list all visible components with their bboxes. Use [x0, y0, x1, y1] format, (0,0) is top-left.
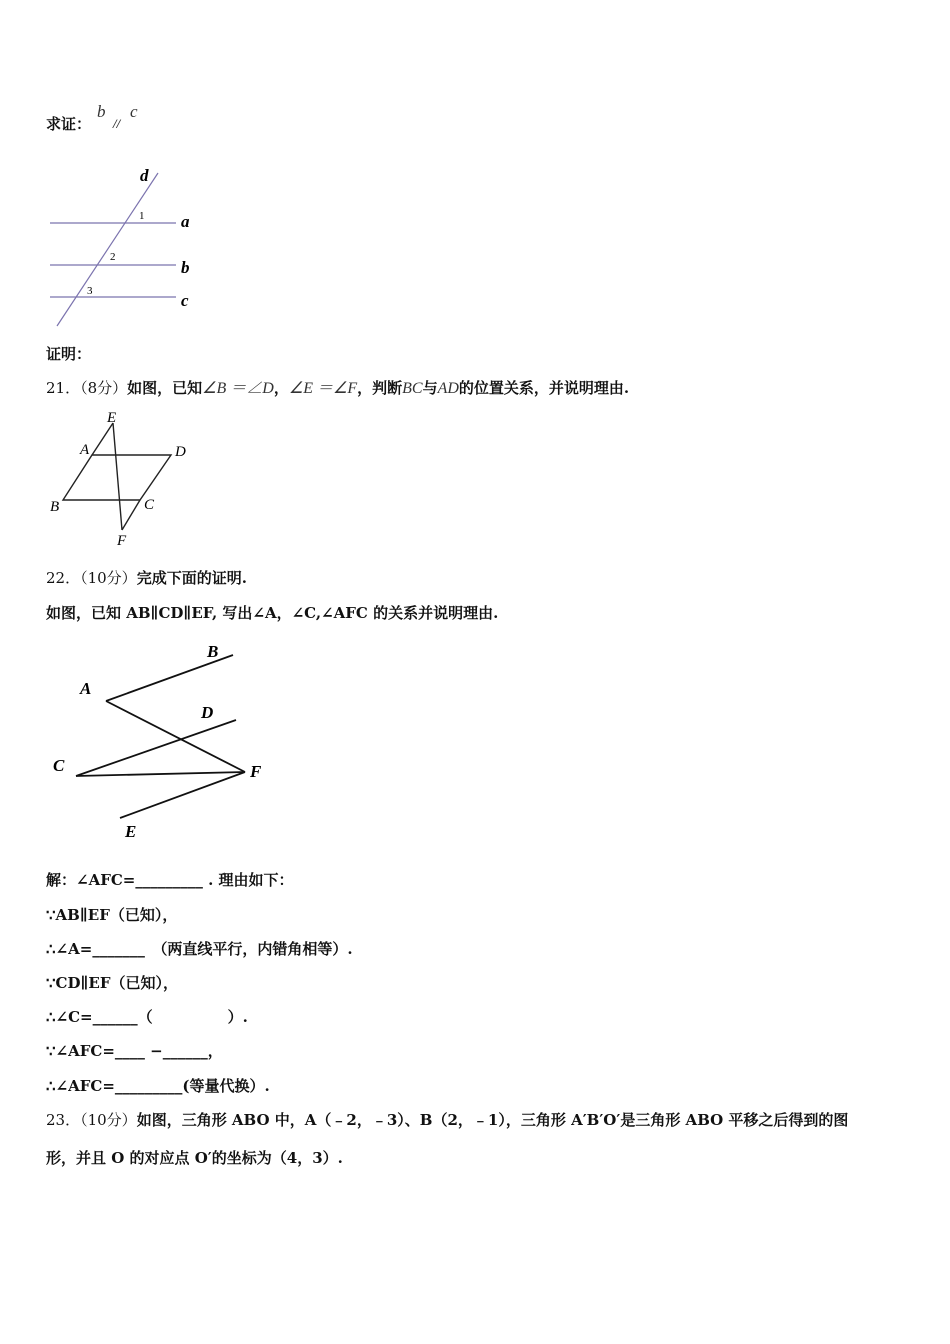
prove-c: c	[130, 102, 138, 121]
q21-text-1: 如图，已知	[127, 379, 203, 397]
prove-label: 求证：	[46, 115, 92, 133]
q21-number: 21．（8分）	[46, 379, 128, 397]
q22-statement: 如图，已知 AB∥CD∥EF, 写出∠A，∠C,∠AFC 的关系并说明理由.	[46, 604, 499, 622]
q21-text-2: ，	[273, 379, 289, 397]
q21-math-1: ∠B ＝∠D	[202, 380, 274, 397]
prove-parallel: //	[113, 116, 121, 131]
label-E: E	[125, 822, 137, 841]
label-D: D	[175, 444, 186, 460]
segment-ab	[106, 655, 233, 701]
q21-text-4: 与	[422, 379, 438, 397]
label-c: c	[181, 291, 189, 310]
angle-label-2: 2	[110, 251, 116, 263]
q22-number: 22．（10分）	[46, 569, 137, 587]
proof-label: 证明：	[46, 345, 92, 363]
q22-line-7: ∴∠AFC=_________(等量代换）.	[46, 1077, 270, 1095]
q22-title: 完成下面的证明.	[136, 569, 247, 587]
q22-line-3: ∴∠A=_______ （两直线平行，内错角相等）.	[46, 940, 353, 958]
q23-number: 23．（10分）	[46, 1111, 137, 1129]
label-E: E	[107, 410, 117, 426]
label-d: d	[140, 166, 149, 185]
q22-line-1: 解：∠AFC=_________ . 理由如下：	[46, 871, 294, 889]
q21-text-5: 的位置关系，并说明理由.	[458, 379, 630, 397]
label-b: b	[181, 258, 190, 277]
q22-line-2: ∵AB∥EF（已知），	[46, 906, 178, 924]
segment-ef	[120, 772, 245, 818]
q21-math-3: BC	[402, 380, 423, 397]
q21-math-2: ∠E ＝∠F	[288, 380, 358, 397]
angle-label-3: 3	[87, 285, 93, 297]
segment-cd	[76, 720, 236, 776]
segment-cf	[76, 772, 245, 776]
q22-line-6: ∵∠AFC=____ −______，	[46, 1042, 223, 1060]
q21-math-4: AD	[437, 380, 459, 397]
segment-af	[106, 701, 245, 772]
label-C: C	[53, 756, 65, 775]
label-B: B	[50, 499, 60, 515]
label-A: A	[80, 442, 90, 458]
prove-b: b	[97, 102, 106, 121]
label-D: D	[201, 703, 214, 722]
q22-line-5: ∴∠C=______（ ）.	[46, 1008, 248, 1026]
label-a: a	[181, 212, 190, 231]
label-C: C	[144, 497, 155, 513]
q23-text-1: 如图，三角形 ABO 中，A（﹣2，﹣3）、B（2，﹣1），三角形 A′B′O′是三角形 ABO 平移之后得到的图	[136, 1111, 849, 1129]
label-A: A	[80, 679, 92, 698]
q23-line-2: 形，并且 O 的对应点 O′的坐标为（4，3）.	[46, 1149, 343, 1167]
label-B: B	[207, 642, 219, 661]
label-F: F	[117, 533, 127, 549]
q21-text-3: ，判断	[357, 379, 403, 397]
q22-line-4: ∵CD∥EF（已知），	[46, 974, 179, 992]
q23-line-1	[46, 1110, 848, 1130]
label-F: F	[250, 762, 262, 781]
angle-label-1: 1	[139, 210, 145, 222]
